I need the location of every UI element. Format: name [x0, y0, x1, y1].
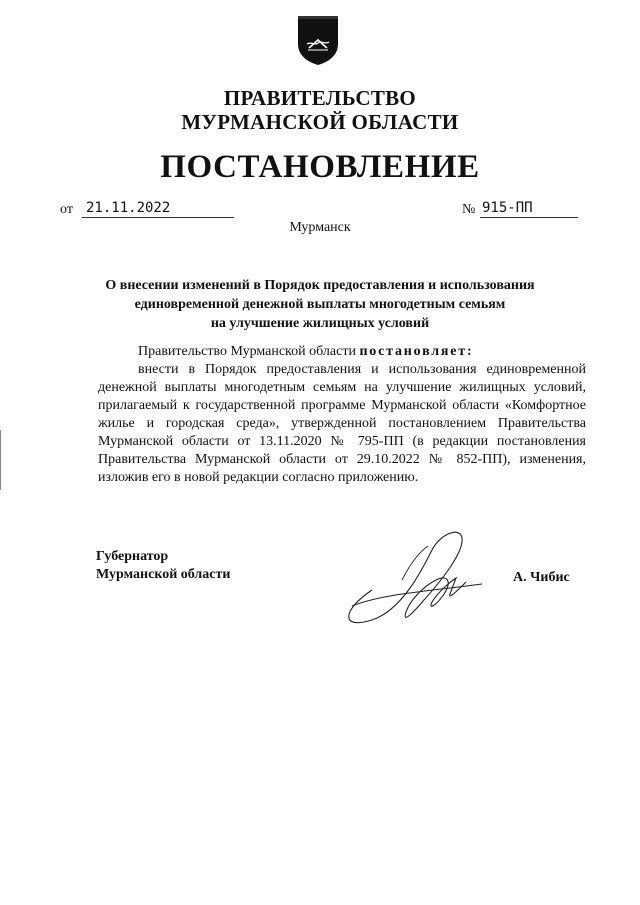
subject-line3: на улучшение жилищных условий: [210, 316, 430, 331]
body-paragraph: [98, 361, 586, 487]
government-name-line1: ПРАВИТЕЛЬСТВО: [223, 86, 417, 110]
subject-line2: единовременной денежной выплаты многодетным семьям: [134, 297, 506, 312]
number-prefix: №: [462, 202, 476, 217]
subject-line1: О внесении изменений в Порядок предоставления и использования: [105, 278, 535, 293]
signer-title: [96, 548, 230, 584]
document-subject: [100, 276, 540, 333]
decree-verb: постановляет:: [359, 344, 474, 359]
number-value: 915-ПП: [480, 200, 578, 218]
signer-title-line2: Мурманской области: [96, 567, 231, 582]
handwritten-signature-icon: [332, 520, 492, 640]
body-paragraph-text: внести в Порядок предоставления и использования единовременной денежной выплаты многодетным семьям на улучшение жилищных условий, прилагаемый к государственной программе Мурманской области «Комфортное жилье и городская среда», утвержденной постановлением Правительства Мурманской области от 13.11.2020 № 795-ПП (в редакции постановления Правительства Мурманской области от 29.10.2022 № 852-ПП), изменения, изложив его в новой редакции согласно приложению.: [98, 362, 586, 485]
government-name-line2: МУРМАНСКОЙ ОБЛАСТИ: [181, 110, 459, 134]
signer-title-line1: Губернатор: [96, 549, 169, 564]
coat-of-arms-icon: [295, 14, 341, 66]
intro-text: Правительство Мурманской области: [138, 344, 360, 359]
document-type-title: ПОСТАНОВЛЕНИЕ: [160, 149, 480, 185]
signer-name: А. Чибис: [513, 570, 570, 585]
scan-margin-mark: [0, 430, 3, 490]
date-value: 21.11.2022: [82, 200, 234, 218]
date-prefix: от: [60, 202, 73, 217]
city-name: Мурманск: [289, 220, 351, 235]
intro-line: [138, 344, 473, 360]
